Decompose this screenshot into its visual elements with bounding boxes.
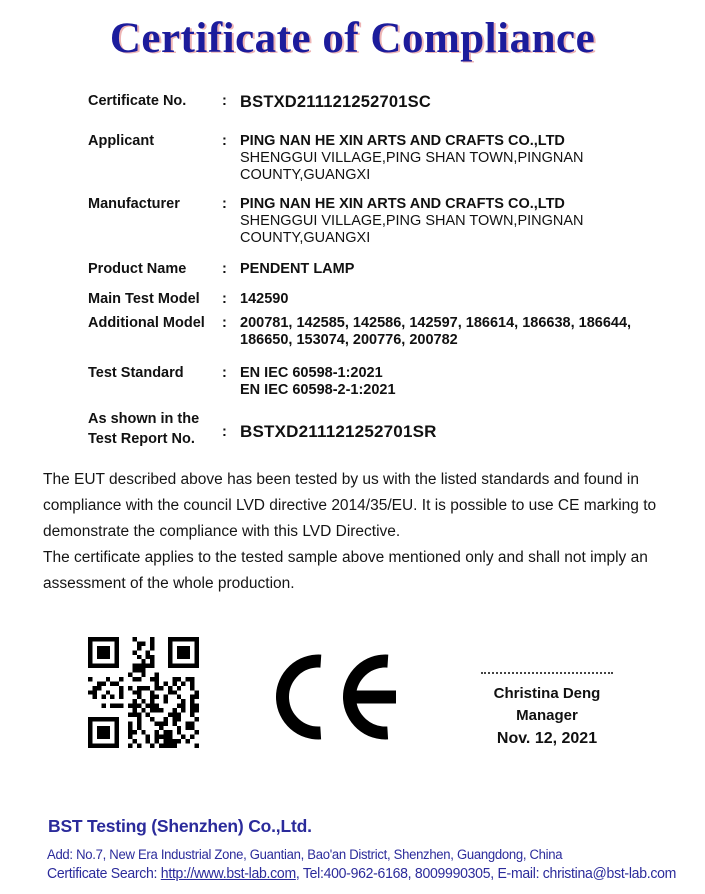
- field-row-test-standard: [88, 365, 678, 399]
- field-label: Product Name: [88, 261, 187, 277]
- field-row-certificate-no: [88, 93, 678, 112]
- manufacturer-name: PING NAN HE XIN ARTS AND CRAFTS CO.,LTD: [240, 196, 565, 212]
- certificate-number: BSTXD211121252701SC: [240, 93, 431, 111]
- field-row-test-report: [88, 411, 678, 448]
- field-label: Main Test Model: [88, 291, 200, 307]
- test-standard-line2: EN IEC 60598-2-1:2021: [240, 382, 396, 398]
- manufacturer-value: [240, 196, 678, 247]
- field-row-product-name: [88, 261, 678, 278]
- footer-company-name: BST Testing (Shenzhen) Co.,Ltd.: [48, 816, 312, 836]
- compliance-statement: [43, 467, 665, 597]
- field-row-additional-model: [88, 315, 678, 349]
- field-row-main-test-model: [88, 291, 678, 308]
- applicant-name: PING NAN HE XIN ARTS AND CRAFTS CO.,LTD: [240, 133, 565, 149]
- signature-block: [467, 672, 627, 750]
- field-label: [88, 411, 222, 448]
- colon-separator: :: [222, 365, 227, 381]
- signatory-role: Manager: [516, 707, 578, 724]
- field-label: Certificate No.: [88, 93, 187, 109]
- signatory-name: Christina Deng: [493, 685, 601, 702]
- colon-separator: :: [222, 424, 227, 440]
- manufacturer-address-line2: COUNTY,GUANGXI: [240, 230, 371, 246]
- statement-paragraph-1: The EUT described above has been tested by us with the listed standards and found in compliance with the council LVD directive 2014/35/EU. It is possible to use CE marking to demonstrate the compliance with this LVD Directive.: [43, 471, 657, 540]
- footer-certificate-search: [47, 866, 676, 882]
- additional-models-line1: 200781, 142585, 142586, 142597, 186614, 186638, 186644,: [240, 315, 632, 331]
- field-label: Manufacturer: [88, 196, 180, 212]
- field-label: Additional Model: [88, 315, 205, 331]
- signature-dotted-line: [481, 672, 613, 674]
- field-label: Applicant: [88, 133, 155, 149]
- applicant-value: [240, 133, 678, 184]
- test-standard-line1: EN IEC 60598-1:2021: [240, 365, 383, 381]
- colon-separator: :: [222, 261, 227, 277]
- additional-models-line2: 186650, 153074, 200776, 200782: [240, 332, 458, 348]
- colon-separator: :: [222, 315, 227, 331]
- test-report-number: BSTXD211121252701SR: [240, 422, 437, 441]
- signature-date: Nov. 12, 2021: [496, 730, 598, 747]
- colon-separator: :: [222, 93, 227, 109]
- footer-address: Add: No.7, New Era Industrial Zone, Guantian, Bao'an District, Shenzhen, Guangdong, China: [47, 847, 563, 862]
- field-row-manufacturer: [88, 196, 678, 247]
- additional-models: [240, 315, 678, 349]
- manufacturer-address-line1: SHENGGUI VILLAGE,PING SHAN TOWN,PINGNAN: [240, 213, 584, 229]
- main-test-model: 142590: [240, 291, 289, 307]
- test-standards: [240, 365, 678, 399]
- statement-paragraph-2: The certificate applies to the tested sample above mentioned only and shall not imply an assessment of the whole production.: [43, 549, 648, 592]
- field-label: Test Standard: [88, 365, 184, 381]
- product-name: PENDENT LAMP: [240, 261, 355, 277]
- ce-mark-icon: [276, 654, 398, 745]
- qr-code-icon: [88, 637, 199, 748]
- field-label-line2: Test Report No.: [88, 431, 195, 447]
- colon-separator: :: [222, 196, 227, 212]
- field-row-applicant: [88, 133, 678, 184]
- colon-separator: :: [222, 133, 227, 149]
- certificate-search-label: Certificate Search:: [47, 866, 161, 882]
- footer-contact-info: , Tel:400-962-6168, 8009990305, E-mail: christina@bst-lab.com: [295, 866, 677, 882]
- colon-separator: :: [222, 291, 227, 307]
- applicant-address-line1: SHENGGUI VILLAGE,PING SHAN TOWN,PINGNAN: [240, 150, 584, 166]
- certificate-search-link[interactable]: http://www.bst-lab.com: [160, 866, 296, 882]
- field-label-line1: As shown in the: [88, 411, 200, 427]
- page-title: Certificate of Compliance: [109, 15, 596, 62]
- applicant-address-line2: COUNTY,GUANGXI: [240, 167, 371, 183]
